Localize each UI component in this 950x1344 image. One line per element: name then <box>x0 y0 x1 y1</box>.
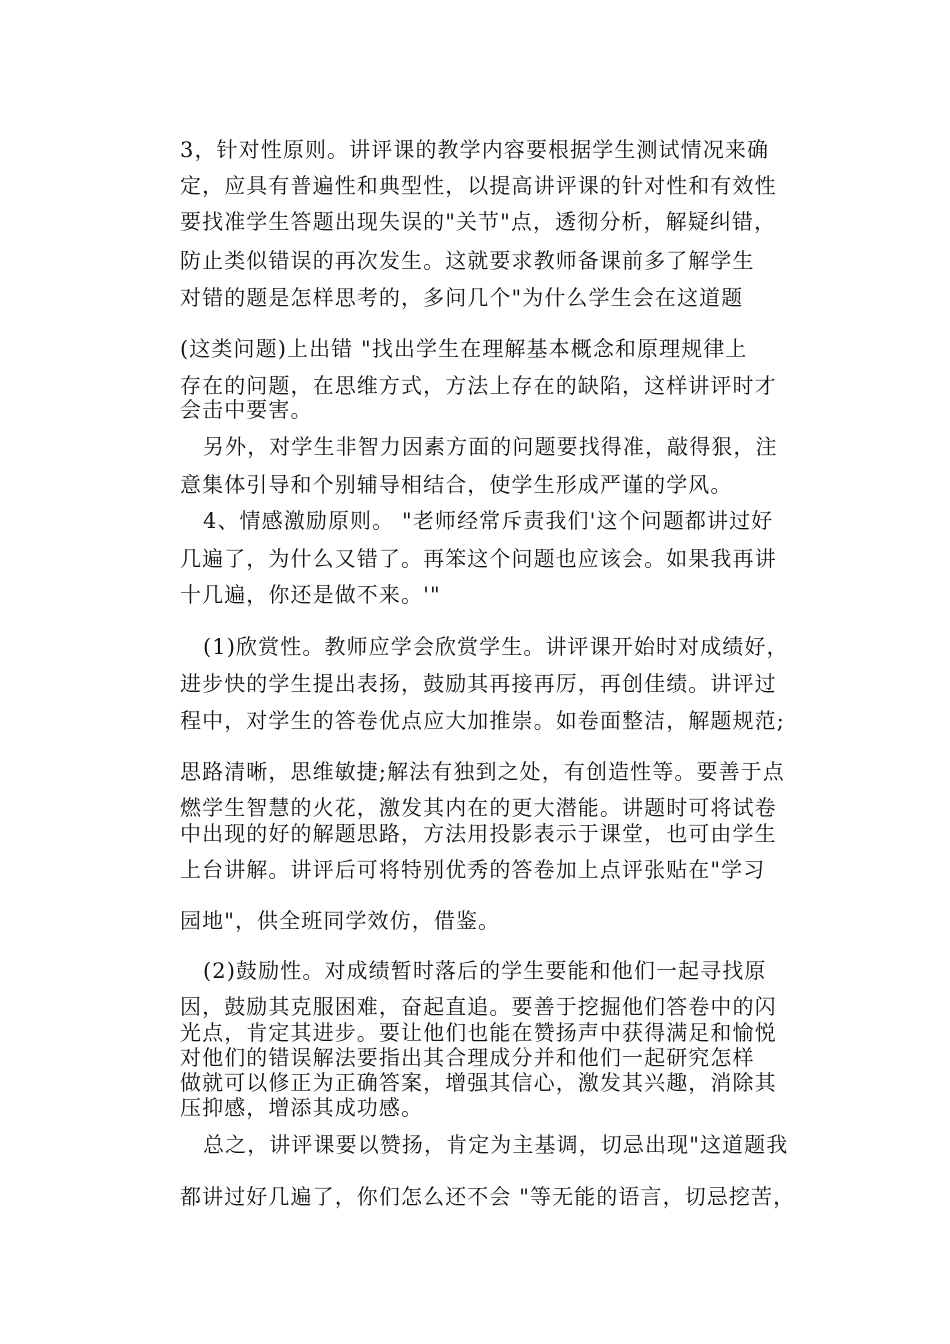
text-line: 存在的问题，在思维方式，方法上存在的缺陷，这样讲评时才 <box>180 374 777 398</box>
text-line: 园地"，供全班同学效仿，借鉴。 <box>180 909 501 933</box>
text-line: 都讲过好几遍了，你们怎么还不会 "等无能的语言，切忌挖苦， <box>180 1185 796 1209</box>
text-line: 防止类似错误的再次发生。这就要求教师备课前多了解学生 <box>180 249 755 273</box>
text-line: 中出现的好的解题思路，方法用投影表示于课堂，也可由学生 <box>180 822 777 846</box>
text-line: 进步快的学生提出表扬，鼓励其再接再厉，再创佳绩。讲评过 <box>180 672 777 696</box>
text-line: 意集体引导和个别辅导相结合，使学生形成严谨的学风。 <box>180 473 733 497</box>
text-line: 因，鼓励其克服困难，奋起直追。要善于挖掘他们答卷中的闪 <box>180 995 777 1019</box>
text-line: 压抑感，增添其成功感。 <box>180 1096 424 1120</box>
text-line: 4、情感激励原则。 "老师经常斥责我们'这个问题都讲过好 <box>203 509 774 533</box>
text-line: 对错的题是怎样思考的，多问几个"为什么学生会在这道题 <box>180 286 744 310</box>
text-line: 另外，对学生非智力因素方面的问题要找得准，敲得狠，注 <box>203 435 778 459</box>
text-line: 定，应具有普遍性和典型性，以提高讲评课的针对性和有效性 <box>180 174 777 198</box>
text-line: 3，针对性原则。讲评课的教学内容要根据学生测试情况来确 <box>180 138 770 162</box>
text-line: 总之，讲评课要以赞扬，肯定为主基调，切忌出现"这道题我 <box>203 1133 789 1157</box>
text-line: (1)欣赏性。教师应学会欣赏学生。讲评课开始时对成绩好， <box>203 635 789 659</box>
text-line: 会击中要害。 <box>180 398 313 422</box>
text-line: 光点，肯定其进步。要让他们也能在赞扬声中获得满足和愉悦 <box>180 1021 777 1045</box>
text-line: 对他们的错误解法要指出其合理成分并和他们一起研究怎样 <box>180 1046 755 1070</box>
text-line: (2)鼓励性。对成绩暂时落后的学生要能和他们一起寻找原 <box>203 959 767 983</box>
text-line: 思路清晰，思维敏捷;解法有独到之处，有创造性等。要善于点 <box>180 760 785 784</box>
text-line: 做就可以修正为正确答案，增强其信心，激发其兴趣，消除其 <box>180 1071 777 1095</box>
text-line: 十几遍，你还是做不来。'" <box>180 583 441 607</box>
text-line: 程中，对学生的答卷优点应大加推崇。如卷面整洁，解题规范; <box>180 709 785 733</box>
text-line: 要找准学生答题出现失误的"关节"点，透彻分析，解疑纠错， <box>180 210 777 234</box>
text-line: (这类问题)上出错 "找出学生在理解基本概念和原理规律上 <box>180 337 748 361</box>
text-line: 上台讲解。讲评后可将特别优秀的答卷加上点评张贴在"学习 <box>180 858 766 882</box>
text-line: 几遍了，为什么又错了。再笨这个问题也应该会。如果我再讲 <box>180 547 777 571</box>
text-line: 燃学生智慧的火花，激发其内在的更大潜能。讲题时可将试卷 <box>180 796 777 820</box>
